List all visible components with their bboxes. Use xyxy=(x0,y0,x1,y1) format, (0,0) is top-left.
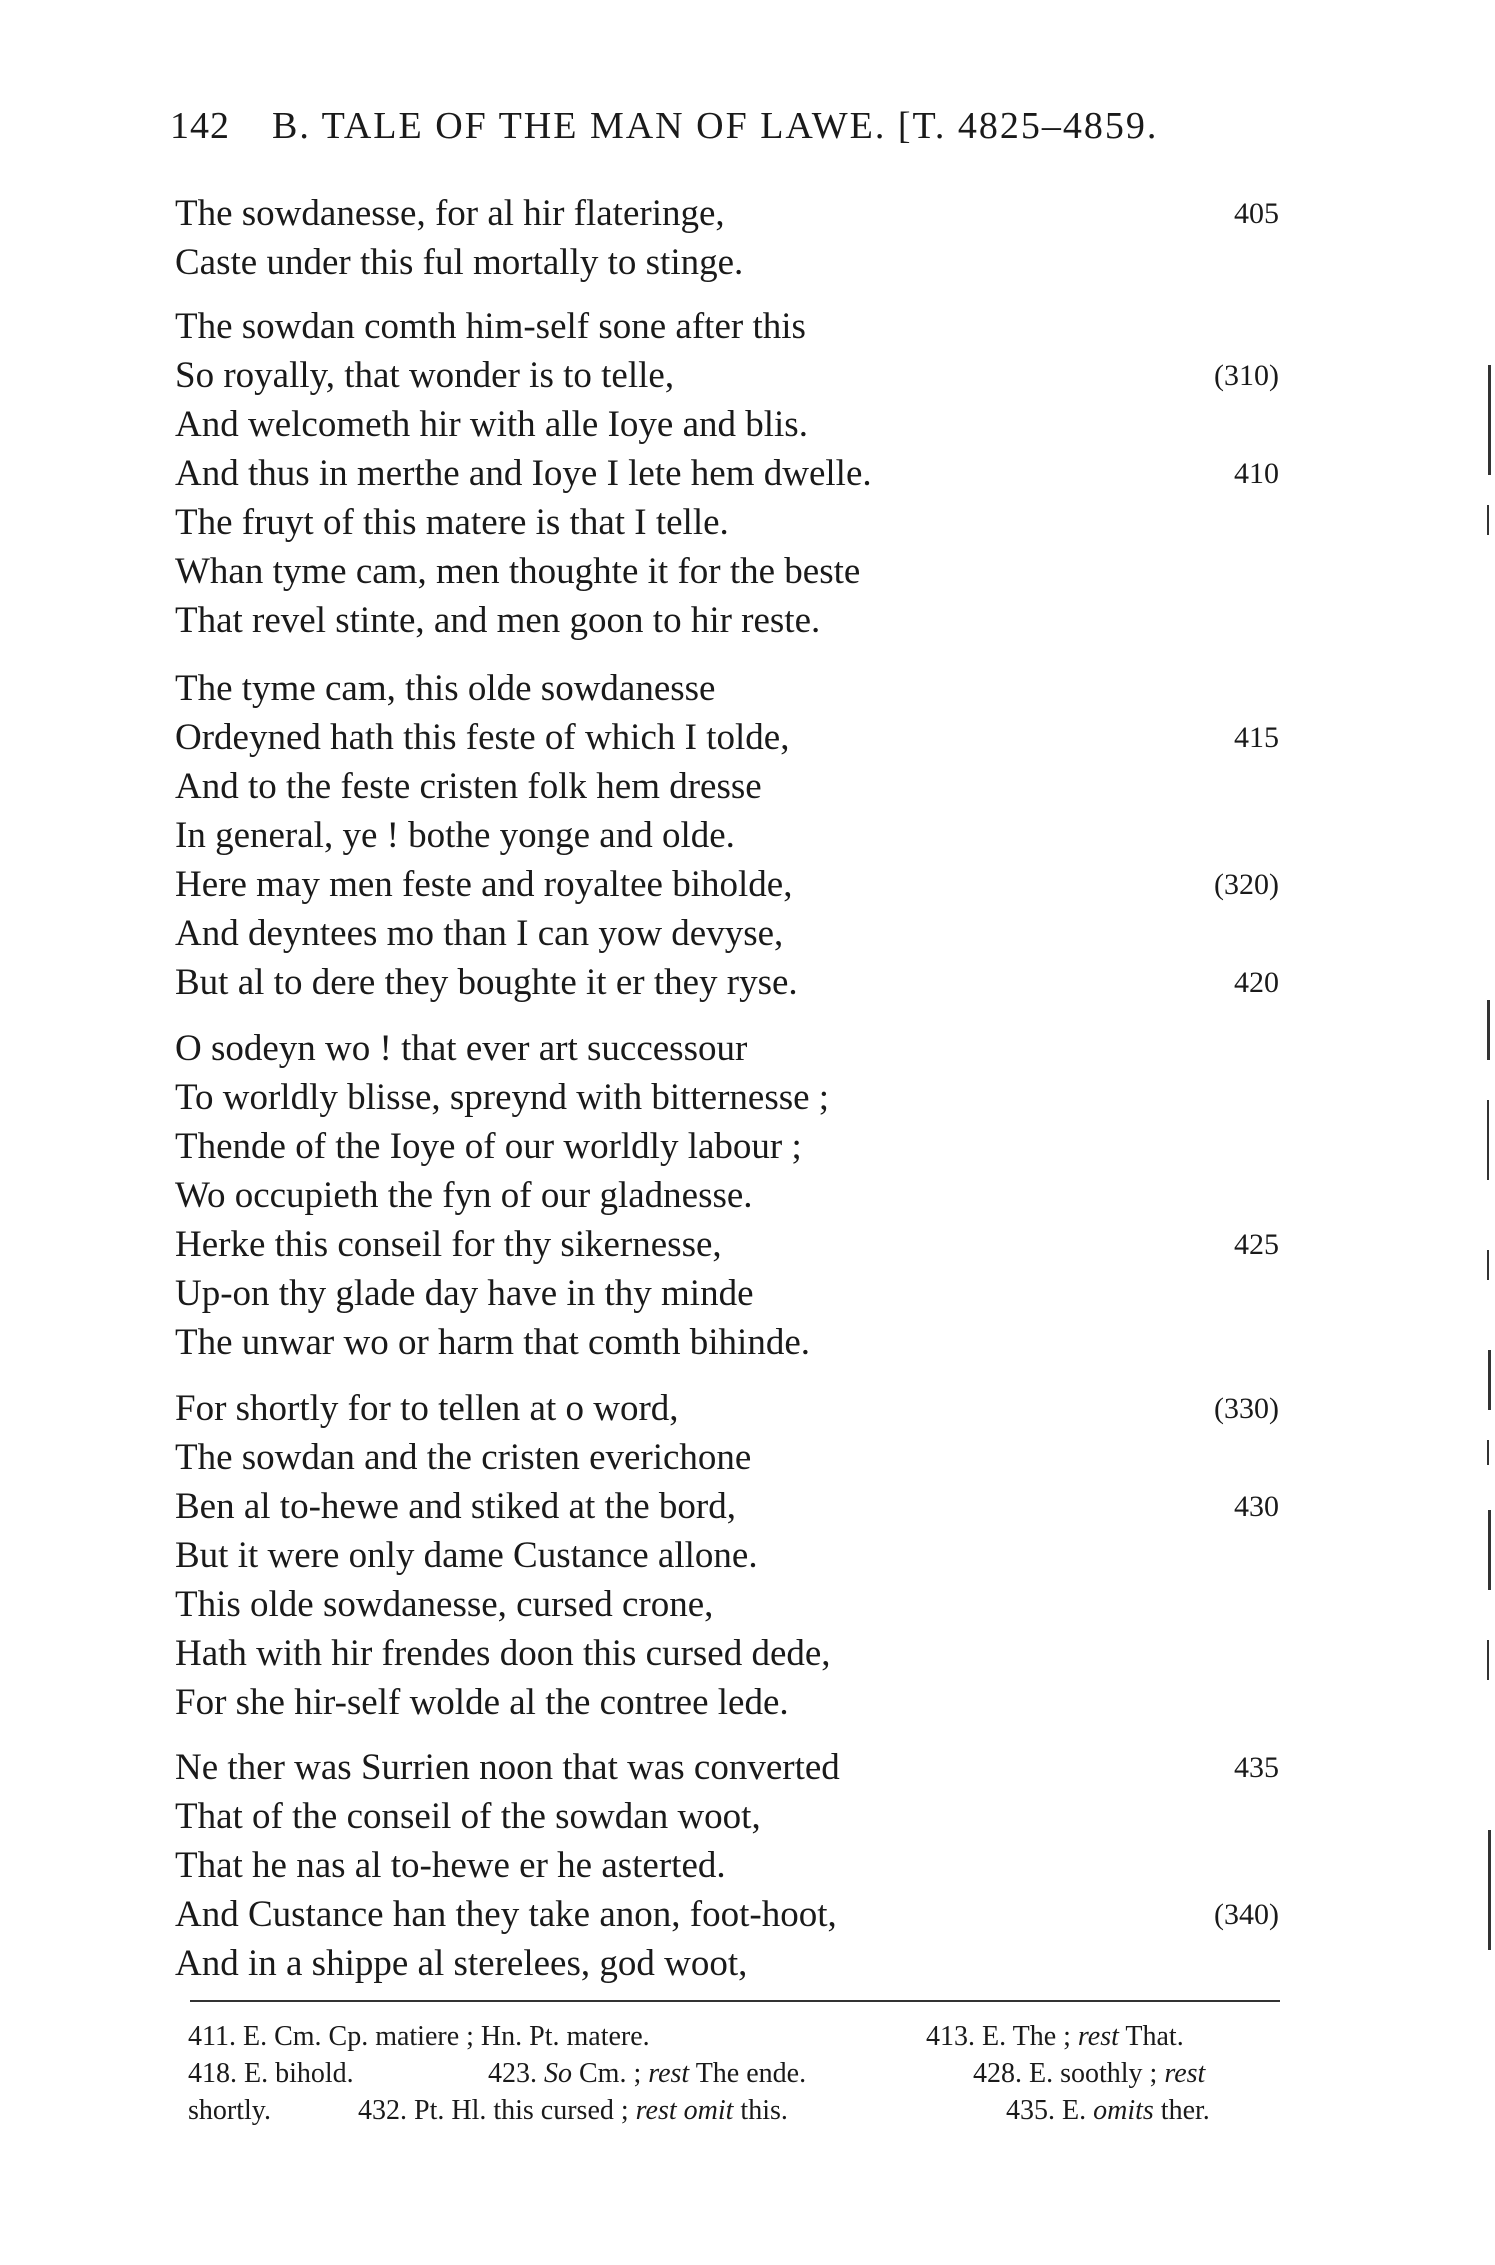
verse-line: But al to dere they boughte it er they ryse. 420 xyxy=(175,958,1305,1007)
verse-line: This olde sowdanesse, cursed crone, xyxy=(175,1584,714,1625)
verse-line: Caste under this ful mortally to stinge. xyxy=(175,242,744,283)
verse-line: The sowdanesse, for al hir flateringe, 405 xyxy=(175,189,1305,238)
scan-artifact xyxy=(1487,1000,1490,1060)
verse-line: Ne ther was Surrien noon that was converted 435 xyxy=(175,1743,1305,1792)
verse-line: So royally, that wonder is to telle, (310) xyxy=(175,351,1305,400)
line-number: 405 xyxy=(1234,197,1279,230)
verse-line: Thende of the Ioye of our worldly labour ; xyxy=(175,1126,802,1167)
verse-line: And in a shippe al sterelees, god woot, xyxy=(175,1943,748,1984)
footnote: 413. E. The ; rest That. xyxy=(926,2021,1184,2052)
footnote: 423. So Cm. ; rest The ende. xyxy=(488,2058,807,2089)
line-number: (340) xyxy=(1214,1898,1279,1931)
verse-line: For shortly for to tellen at o word, (330) xyxy=(175,1384,1305,1433)
verse-line: That he nas al to-hewe er he asterted. xyxy=(175,1845,726,1886)
page-number: 142 xyxy=(170,105,230,147)
verse-line: The fruyt of this matere is that I telle. xyxy=(175,502,729,543)
line-number: (320) xyxy=(1214,868,1279,901)
verse-line: For she hir-self wolde al the contree lede. xyxy=(175,1682,789,1723)
verse-line: Up-on thy glade day have in thy minde xyxy=(175,1273,754,1314)
verse-line: The tyme cam, this olde sowdanesse xyxy=(175,668,716,709)
verse-line: Hath with hir frendes doon this cursed dede, xyxy=(175,1633,831,1674)
footnotes xyxy=(188,2018,1288,2129)
stanza xyxy=(175,1743,1305,1988)
line-number: 420 xyxy=(1234,966,1279,999)
line-number: 435 xyxy=(1234,1751,1279,1784)
scan-artifact xyxy=(1487,1440,1489,1465)
footnote: 418. E. bihold. xyxy=(188,2058,354,2089)
verse-line: And to the feste cristen folk hem dresse xyxy=(175,766,762,807)
verse-line: And deyntees mo than I can yow devyse, xyxy=(175,913,784,954)
verse-line: In general, ye ! bothe yonge and olde. xyxy=(175,815,735,856)
stanza xyxy=(175,1024,1305,1367)
verse-line: The unwar wo or harm that comth bihinde. xyxy=(175,1322,810,1363)
verse-line: Wo occupieth the fyn of our gladnesse. xyxy=(175,1175,753,1216)
footnote-line xyxy=(188,2018,1288,2055)
scan-artifact xyxy=(1487,1100,1489,1180)
verse-line: Here may men feste and royaltee biholde, (320) xyxy=(175,860,1305,909)
footnote: 428. E. soothly ; rest xyxy=(973,2058,1206,2089)
verse-line: O sodeyn wo ! that ever art successour xyxy=(175,1028,748,1069)
line-number: 430 xyxy=(1234,1490,1279,1523)
line-number: (330) xyxy=(1214,1392,1279,1425)
verse-line: Ben al to-hewe and stiked at the bord, 430 xyxy=(175,1482,1305,1531)
footnote: 411. E. Cm. Cp. matiere ; Hn. Pt. matere. xyxy=(188,2021,650,2052)
verse-line: Ordeyned hath this feste of which I tolde, 415 xyxy=(175,713,1305,762)
footnote-divider xyxy=(190,2000,1280,2002)
scan-artifact xyxy=(1488,365,1491,475)
verse-line: And thus in merthe and Ioye I lete hem dwelle. 410 xyxy=(175,449,1305,498)
verse-line: To worldly blisse, spreynd with bitternesse ; xyxy=(175,1077,830,1118)
verse-line: The sowdan and the cristen everichone xyxy=(175,1437,752,1478)
footnote-line xyxy=(188,2055,1288,2092)
scan-artifact xyxy=(1488,1830,1491,1950)
verse-line: The sowdan comth him-self sone after this xyxy=(175,306,806,347)
stanza xyxy=(175,302,1305,645)
verse-line: Herke this conseil for thy sikernesse, 425 xyxy=(175,1220,1305,1269)
header-title: B. TALE OF THE MAN OF LAWE. [T. 4825–4859. xyxy=(272,105,1159,147)
stanza xyxy=(175,1384,1305,1727)
verse-line: Whan tyme cam, men thoughte it for the beste xyxy=(175,551,861,592)
verse-line: And Custance han they take anon, foot-hoot, (340) xyxy=(175,1890,1305,1939)
line-number: (310) xyxy=(1214,359,1279,392)
verse-line: But it were only dame Custance allone. xyxy=(175,1535,758,1576)
verse-line: And welcometh hir with alle Ioye and blis. xyxy=(175,404,808,445)
stanza xyxy=(175,189,1305,287)
scan-artifact xyxy=(1488,1350,1491,1410)
scan-artifact xyxy=(1488,1510,1491,1590)
footnote: shortly. xyxy=(188,2095,271,2126)
line-number: 415 xyxy=(1234,721,1279,754)
line-number: 425 xyxy=(1234,1228,1279,1261)
stanza xyxy=(175,664,1305,1007)
scan-artifact xyxy=(1487,505,1489,535)
footnote-line xyxy=(188,2092,1288,2129)
footnote: 435. E. omits ther. xyxy=(1006,2095,1210,2126)
scan-artifact xyxy=(1487,1640,1489,1680)
footnote: 432. Pt. Hl. this cursed ; rest omit this. xyxy=(358,2095,788,2126)
verse-line: That revel stinte, and men goon to hir reste. xyxy=(175,600,821,641)
line-number: 410 xyxy=(1234,457,1279,490)
scan-artifact xyxy=(1487,1250,1489,1280)
verse-line: That of the conseil of the sowdan woot, xyxy=(175,1796,761,1837)
